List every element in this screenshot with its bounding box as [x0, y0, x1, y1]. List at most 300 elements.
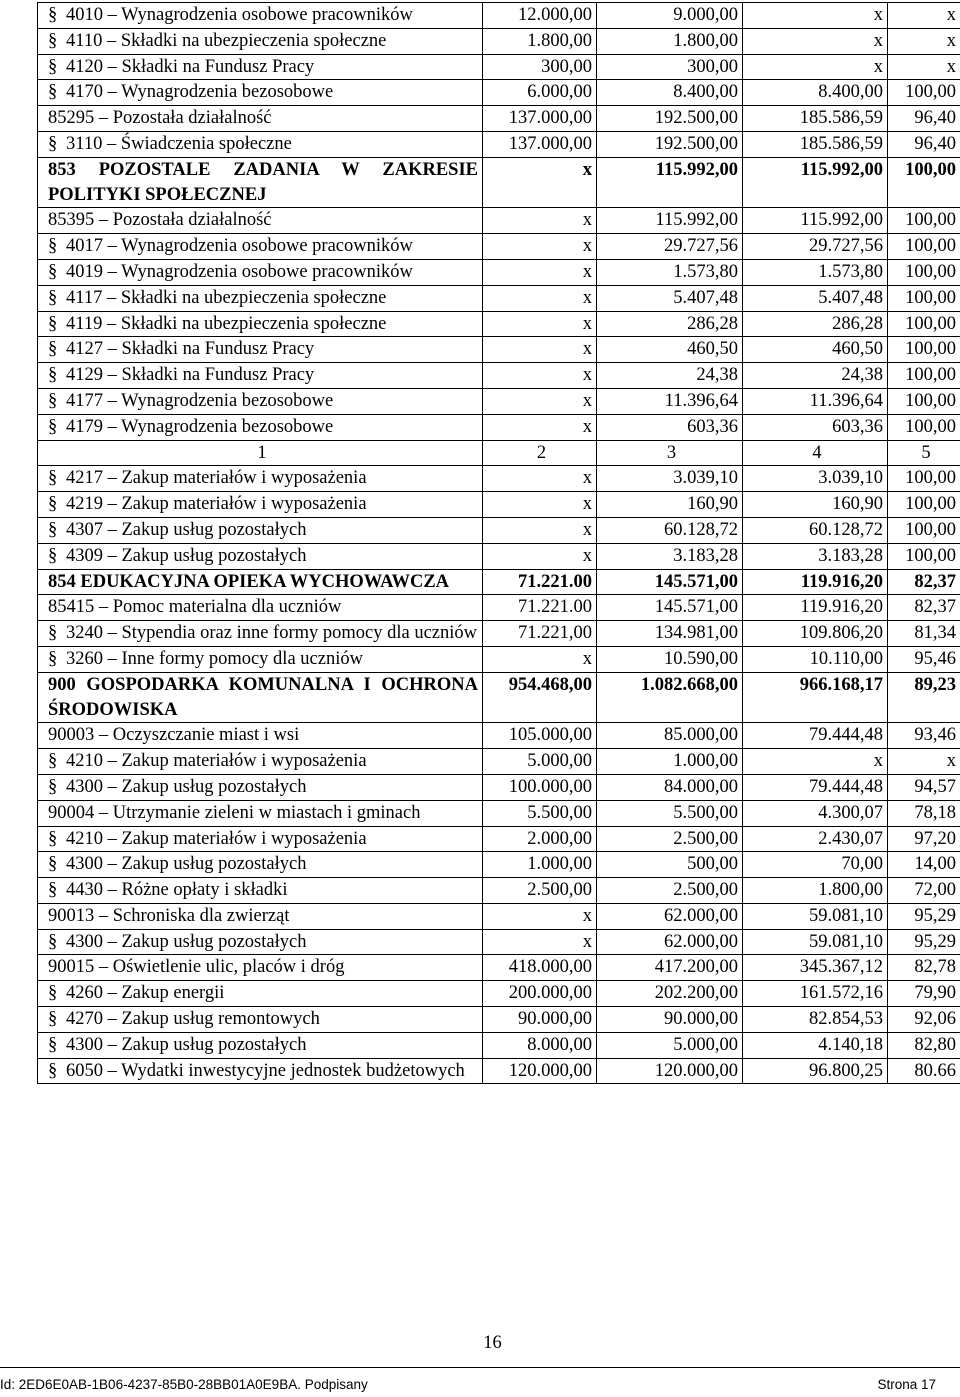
execution-percent: 100,00: [888, 234, 960, 260]
executed-amount: x: [743, 3, 888, 29]
row-description-text: 4010 – Wynagrodzenia osobowe pracowników: [66, 5, 413, 25]
updated-plan-amount: 145.571,00: [597, 569, 743, 595]
row-description: [38, 414, 483, 440]
updated-plan-amount: 90.000,00: [597, 1007, 743, 1033]
updated-plan-amount: 11.396,64: [597, 388, 743, 414]
section-sign-icon: §: [48, 339, 58, 360]
execution-percent: x: [888, 749, 960, 775]
footer-divider: [0, 1367, 960, 1368]
section-sign-icon: §: [48, 287, 58, 308]
updated-plan-amount: 417.200,00: [597, 955, 743, 981]
executed-amount: 115.992,00: [743, 208, 888, 234]
execution-percent: 80.66: [888, 1058, 960, 1084]
section-sign-icon: §: [48, 648, 58, 669]
page-number: 16: [483, 1333, 502, 1353]
row-description-text: 4210 – Zakup materiałów i wyposażenia: [66, 828, 367, 849]
plan-amount: x: [483, 466, 597, 492]
executed-amount: 70,00: [743, 852, 888, 878]
row-description: [38, 106, 483, 132]
table-row: [38, 1058, 960, 1084]
table-row: [38, 774, 960, 800]
row-description-text: 3110 – Świadczenia społeczne: [66, 133, 292, 154]
section-sign-icon: §: [48, 983, 58, 1004]
updated-plan-amount: 1.082.668,00: [597, 672, 743, 723]
row-description: [38, 774, 483, 800]
executed-amount: 345.367,12: [743, 955, 888, 981]
updated-plan-amount: 2.500,00: [597, 878, 743, 904]
plan-amount: 200.000,00: [483, 981, 597, 1007]
section-sign-icon: §: [48, 828, 58, 849]
row-description-text: 85295 – Pozostała działalność: [48, 108, 272, 129]
section-sign-icon: §: [48, 313, 58, 334]
executed-amount: x: [743, 28, 888, 54]
executed-amount: 2.430,07: [743, 826, 888, 852]
execution-percent: 100,00: [888, 414, 960, 440]
table-row: [38, 157, 960, 208]
execution-percent: 100,00: [888, 543, 960, 569]
row-description: [38, 543, 483, 569]
row-description-text: 4430 – Różne opłaty i składki: [66, 880, 288, 901]
executed-amount: 160,90: [743, 492, 888, 518]
plan-amount: 1.800,00: [483, 28, 597, 54]
executed-amount: 59.081,10: [743, 929, 888, 955]
row-description: [38, 595, 483, 621]
plan-amount: x: [483, 929, 597, 955]
section-sign-icon: §: [48, 1060, 58, 1081]
updated-plan-amount: 5.500,00: [597, 800, 743, 826]
table-row: [38, 3, 960, 29]
execution-percent: 82,80: [888, 1032, 960, 1058]
row-description: [38, 208, 483, 234]
updated-plan-amount: 460,50: [597, 337, 743, 363]
plan-amount: x: [483, 234, 597, 260]
execution-percent: 95,29: [888, 903, 960, 929]
plan-amount: 2.500,00: [483, 878, 597, 904]
row-description-text: 4217 – Zakup materiałów i wyposażenia: [66, 468, 367, 489]
row-description-text: 90003 – Oczyszczanie miast i wsi: [48, 725, 300, 746]
row-description: [38, 80, 483, 106]
plan-amount: 5.000,00: [483, 749, 597, 775]
updated-plan-amount: 5.000,00: [597, 1032, 743, 1058]
execution-percent: 81,34: [888, 621, 960, 647]
row-description: [38, 723, 483, 749]
updated-plan-amount: 3.183,28: [597, 543, 743, 569]
column-number-row: [38, 440, 960, 466]
table-row: [38, 466, 960, 492]
budget-table-body: [38, 3, 960, 1084]
execution-percent: 92,06: [888, 1007, 960, 1033]
row-description: [38, 826, 483, 852]
updated-plan-amount: 202.200,00: [597, 981, 743, 1007]
execution-percent: 100,00: [888, 259, 960, 285]
section-sign-icon: §: [48, 519, 58, 540]
table-row: [38, 80, 960, 106]
executed-amount: 24,38: [743, 363, 888, 389]
executed-amount: 115.992,00: [743, 157, 888, 208]
table-row: [38, 800, 960, 826]
section-sign-icon: §: [48, 1034, 58, 1055]
plan-amount: 2: [483, 440, 597, 466]
section-sign-icon: §: [48, 494, 58, 515]
execution-percent: 94,57: [888, 774, 960, 800]
table-row: [38, 595, 960, 621]
row-description-text: 900 GOSPODARKA KOMUNALNA I OCHRONA ŚRODOWISKA: [48, 674, 478, 720]
executed-amount: 96.800,25: [743, 1058, 888, 1084]
table-row: [38, 54, 960, 80]
row-description: [38, 466, 483, 492]
plan-amount: 300,00: [483, 54, 597, 80]
section-sign-icon: §: [48, 623, 58, 644]
row-description: [38, 800, 483, 826]
plan-amount: x: [483, 208, 597, 234]
updated-plan-amount: 1.800,00: [597, 28, 743, 54]
section-sign-icon: §: [48, 30, 58, 51]
updated-plan-amount: 1.000,00: [597, 749, 743, 775]
table-row: [38, 492, 960, 518]
execution-percent: x: [888, 28, 960, 54]
executed-amount: 8.400,00: [743, 80, 888, 106]
execution-percent: 100,00: [888, 363, 960, 389]
executed-amount: 3.183,28: [743, 543, 888, 569]
updated-plan-amount: 62.000,00: [597, 903, 743, 929]
plan-amount: x: [483, 388, 597, 414]
execution-percent: 5: [888, 440, 960, 466]
execution-percent: 72,00: [888, 878, 960, 904]
section-sign-icon: §: [48, 880, 58, 901]
row-description: [38, 157, 483, 208]
updated-plan-amount: 120.000,00: [597, 1058, 743, 1084]
table-row: [38, 337, 960, 363]
execution-percent: 96,40: [888, 106, 960, 132]
section-sign-icon: §: [48, 776, 58, 797]
row-description-text: 4119 – Składki na ubezpieczenia społeczne: [66, 313, 387, 334]
execution-percent: 100,00: [888, 388, 960, 414]
table-row: [38, 723, 960, 749]
row-description-text: 90013 – Schroniska dla zwierząt: [48, 905, 290, 926]
table-row: [38, 363, 960, 389]
section-sign-icon: §: [48, 1009, 58, 1030]
execution-percent: 100,00: [888, 311, 960, 337]
row-description: [38, 955, 483, 981]
table-row: [38, 981, 960, 1007]
plan-amount: x: [483, 363, 597, 389]
table-row: [38, 903, 960, 929]
plan-amount: 6.000,00: [483, 80, 597, 106]
section-sign-icon: §: [48, 56, 58, 77]
row-description-text: 4260 – Zakup energii: [66, 983, 225, 1004]
updated-plan-amount: 300,00: [597, 54, 743, 80]
row-description-text: 4177 – Wynagrodzenia bezosobowe: [66, 390, 334, 411]
execution-percent: 100,00: [888, 157, 960, 208]
execution-percent: 95,29: [888, 929, 960, 955]
row-description: [38, 388, 483, 414]
row-description: [38, 259, 483, 285]
plan-amount: 100.000,00: [483, 774, 597, 800]
executed-amount: 79.444,48: [743, 723, 888, 749]
table-row: [38, 106, 960, 132]
row-description-text: 4307 – Zakup usług pozostałych: [66, 519, 307, 540]
updated-plan-amount: 29.727,56: [597, 234, 743, 260]
plan-amount: 5.500,00: [483, 800, 597, 826]
table-row: [38, 646, 960, 672]
table-row: [38, 311, 960, 337]
plan-amount: x: [483, 285, 597, 311]
row-description: [38, 981, 483, 1007]
table-row: [38, 852, 960, 878]
executed-amount: 966.168,17: [743, 672, 888, 723]
row-description-text: 90015 – Oświetlenie ulic, placów i dróg: [48, 957, 345, 978]
section-sign-icon: §: [48, 261, 58, 282]
table-row: [38, 1032, 960, 1058]
plan-amount: 2.000,00: [483, 826, 597, 852]
plan-amount: 71.221.00: [483, 569, 597, 595]
section-sign-icon: §: [48, 931, 58, 952]
table-row: [38, 749, 960, 775]
execution-percent: 82,37: [888, 595, 960, 621]
updated-plan-amount: 286,28: [597, 311, 743, 337]
execution-percent: 93,46: [888, 723, 960, 749]
section-sign-icon: §: [48, 468, 58, 489]
row-description: [38, 28, 483, 54]
table-row: [38, 131, 960, 157]
table-row: [38, 414, 960, 440]
section-sign-icon: §: [48, 854, 58, 875]
row-description-text: 4309 – Zakup usług pozostałych: [66, 545, 307, 566]
row-description: [38, 878, 483, 904]
executed-amount: 460,50: [743, 337, 888, 363]
executed-amount: 4.300,07: [743, 800, 888, 826]
execution-percent: 14,00: [888, 852, 960, 878]
row-description-text: 4219 – Zakup materiałów i wyposażenia: [66, 494, 367, 515]
executed-amount: 119.916,20: [743, 569, 888, 595]
executed-amount: 4: [743, 440, 888, 466]
table-row: [38, 234, 960, 260]
budget-table: [37, 2, 960, 1084]
plan-amount: 1.000,00: [483, 852, 597, 878]
plan-amount: x: [483, 543, 597, 569]
updated-plan-amount: 1.573,80: [597, 259, 743, 285]
table-row: [38, 569, 960, 595]
row-description-text: 3240 – Stypendia oraz inne formy pomocy dla uczniów: [66, 623, 478, 644]
row-description-text: 4300 – Zakup usług pozostałych: [66, 1034, 307, 1055]
row-description: [38, 749, 483, 775]
executed-amount: 29.727,56: [743, 234, 888, 260]
updated-plan-amount: 115.992,00: [597, 157, 743, 208]
execution-percent: 100,00: [888, 208, 960, 234]
table-row: [38, 826, 960, 852]
executed-amount: 1.573,80: [743, 259, 888, 285]
executed-amount: 603,36: [743, 414, 888, 440]
plan-amount: x: [483, 259, 597, 285]
row-description-text: 4300 – Zakup usług pozostałych: [66, 931, 307, 952]
execution-percent: 100,00: [888, 517, 960, 543]
row-description-text: 4127 – Składki na Fundusz Pracy: [66, 339, 315, 360]
plan-amount: 954.468,00: [483, 672, 597, 723]
table-row: [38, 517, 960, 543]
footer-page-label: Strona 17: [877, 1377, 936, 1392]
section-sign-icon: §: [48, 416, 58, 437]
plan-amount: x: [483, 337, 597, 363]
row-description-text: 4110 – Składki na ubezpieczenia społeczne: [66, 30, 387, 51]
section-sign-icon: §: [48, 82, 58, 103]
updated-plan-amount: 145.571,00: [597, 595, 743, 621]
row-description: [38, 1007, 483, 1033]
plan-amount: 137.000,00: [483, 106, 597, 132]
updated-plan-amount: 24,38: [597, 363, 743, 389]
plan-amount: x: [483, 903, 597, 929]
executed-amount: 109.806,20: [743, 621, 888, 647]
section-sign-icon: §: [48, 365, 58, 386]
execution-percent: 82,37: [888, 569, 960, 595]
row-description: [38, 903, 483, 929]
updated-plan-amount: 3.039,10: [597, 466, 743, 492]
executed-amount: 1.800,00: [743, 878, 888, 904]
row-description: [38, 337, 483, 363]
executed-amount: 5.407,48: [743, 285, 888, 311]
row-description-text: 4210 – Zakup materiałów i wyposażenia: [66, 751, 367, 772]
row-description: [38, 234, 483, 260]
execution-percent: 100,00: [888, 285, 960, 311]
plan-amount: x: [483, 414, 597, 440]
execution-percent: 82,78: [888, 955, 960, 981]
execution-percent: 100,00: [888, 337, 960, 363]
row-description: [38, 363, 483, 389]
row-description: [38, 929, 483, 955]
plan-amount: x: [483, 646, 597, 672]
plan-amount: 12.000,00: [483, 3, 597, 29]
row-description-text: 85395 – Pozostała działalność: [48, 210, 272, 231]
executed-amount: x: [743, 54, 888, 80]
updated-plan-amount: 85.000,00: [597, 723, 743, 749]
row-description-text: 85415 – Pomoc materialna dla uczniów: [48, 597, 342, 618]
row-description-text: 4017 – Wynagrodzenia osobowe pracowników: [66, 236, 413, 257]
execution-percent: 97,20: [888, 826, 960, 852]
section-sign-icon: §: [48, 390, 58, 411]
row-description: [38, 1032, 483, 1058]
row-description-text: 4120 – Składki na Fundusz Pracy: [66, 56, 315, 77]
footer-document-id: Id: 2ED6E0AB-1B06-4237-85B0-28BB01A0E9BA. Podpisany: [0, 1377, 368, 1392]
row-description-text: 1: [257, 442, 267, 463]
execution-percent: 100,00: [888, 466, 960, 492]
plan-amount: 8.000,00: [483, 1032, 597, 1058]
section-sign-icon: §: [48, 751, 58, 772]
updated-plan-amount: 115.992,00: [597, 208, 743, 234]
plan-amount: 71.221.00: [483, 595, 597, 621]
row-description-text: 853 POZOSTALE ZADANIA W ZAKRESIE POLITYKI SPOŁECZNEJ: [48, 159, 478, 205]
row-description: [38, 311, 483, 337]
updated-plan-amount: 500,00: [597, 852, 743, 878]
updated-plan-amount: 192.500,00: [597, 131, 743, 157]
row-description-text: 3260 – Inne formy pomocy dla uczniów: [66, 648, 363, 669]
row-description-text: 4300 – Zakup usług pozostałych: [66, 854, 307, 875]
executed-amount: 11.396,64: [743, 388, 888, 414]
table-row: [38, 28, 960, 54]
table-row: [38, 543, 960, 569]
executed-amount: 4.140,18: [743, 1032, 888, 1058]
row-description: [38, 1058, 483, 1084]
table-row: [38, 672, 960, 723]
section-sign-icon: §: [48, 133, 58, 154]
row-description: [38, 517, 483, 543]
plan-amount: x: [483, 157, 597, 208]
plan-amount: x: [483, 311, 597, 337]
row-description: [38, 54, 483, 80]
updated-plan-amount: 3: [597, 440, 743, 466]
executed-amount: 10.110,00: [743, 646, 888, 672]
table-row: [38, 259, 960, 285]
section-sign-icon: §: [48, 545, 58, 566]
row-description: [38, 852, 483, 878]
updated-plan-amount: 62.000,00: [597, 929, 743, 955]
executed-amount: 79.444,48: [743, 774, 888, 800]
updated-plan-amount: 60.128,72: [597, 517, 743, 543]
table-row: [38, 1007, 960, 1033]
plan-amount: 137.000,00: [483, 131, 597, 157]
row-description-text: 4019 – Wynagrodzenia osobowe pracowników: [66, 261, 413, 282]
executed-amount: 119.916,20: [743, 595, 888, 621]
plan-amount: 418.000,00: [483, 955, 597, 981]
section-sign-icon: §: [48, 236, 58, 257]
table-row: [38, 929, 960, 955]
execution-percent: 79,90: [888, 981, 960, 1007]
plan-amount: 120.000,00: [483, 1058, 597, 1084]
updated-plan-amount: 9.000,00: [597, 3, 743, 29]
plan-amount: 105.000,00: [483, 723, 597, 749]
row-description: [38, 131, 483, 157]
executed-amount: 3.039,10: [743, 466, 888, 492]
row-description-text: 4179 – Wynagrodzenia bezosobowe: [66, 416, 334, 437]
execution-percent: x: [888, 54, 960, 80]
updated-plan-amount: 84.000,00: [597, 774, 743, 800]
row-description: [38, 3, 483, 29]
execution-percent: 78,18: [888, 800, 960, 826]
updated-plan-amount: 10.590,00: [597, 646, 743, 672]
execution-percent: 100,00: [888, 80, 960, 106]
table-row: [38, 285, 960, 311]
execution-percent: x: [888, 3, 960, 29]
table-row: [38, 621, 960, 647]
updated-plan-amount: 5.407,48: [597, 285, 743, 311]
updated-plan-amount: 603,36: [597, 414, 743, 440]
execution-percent: 100,00: [888, 492, 960, 518]
section-sign-icon: §: [48, 5, 58, 25]
plan-amount: 90.000,00: [483, 1007, 597, 1033]
execution-percent: 96,40: [888, 131, 960, 157]
plan-amount: x: [483, 492, 597, 518]
executed-amount: 286,28: [743, 311, 888, 337]
row-description-text: 4300 – Zakup usług pozostałych: [66, 776, 307, 797]
row-description: [38, 492, 483, 518]
table-row: [38, 955, 960, 981]
execution-percent: 95,46: [888, 646, 960, 672]
execution-percent: 89,23: [888, 672, 960, 723]
table-row: [38, 388, 960, 414]
row-description: [38, 285, 483, 311]
executed-amount: 185.586,59: [743, 106, 888, 132]
updated-plan-amount: 160,90: [597, 492, 743, 518]
row-description-text: 4170 – Wynagrodzenia bezosobowe: [66, 82, 334, 103]
executed-amount: x: [743, 749, 888, 775]
row-description-text: 4129 – Składki na Fundusz Pracy: [66, 365, 315, 386]
table-row: [38, 878, 960, 904]
executed-amount: 60.128,72: [743, 517, 888, 543]
updated-plan-amount: 134.981,00: [597, 621, 743, 647]
updated-plan-amount: 8.400,00: [597, 80, 743, 106]
table-row: [38, 208, 960, 234]
row-description: [38, 440, 483, 466]
executed-amount: 161.572,16: [743, 981, 888, 1007]
row-description: [38, 646, 483, 672]
